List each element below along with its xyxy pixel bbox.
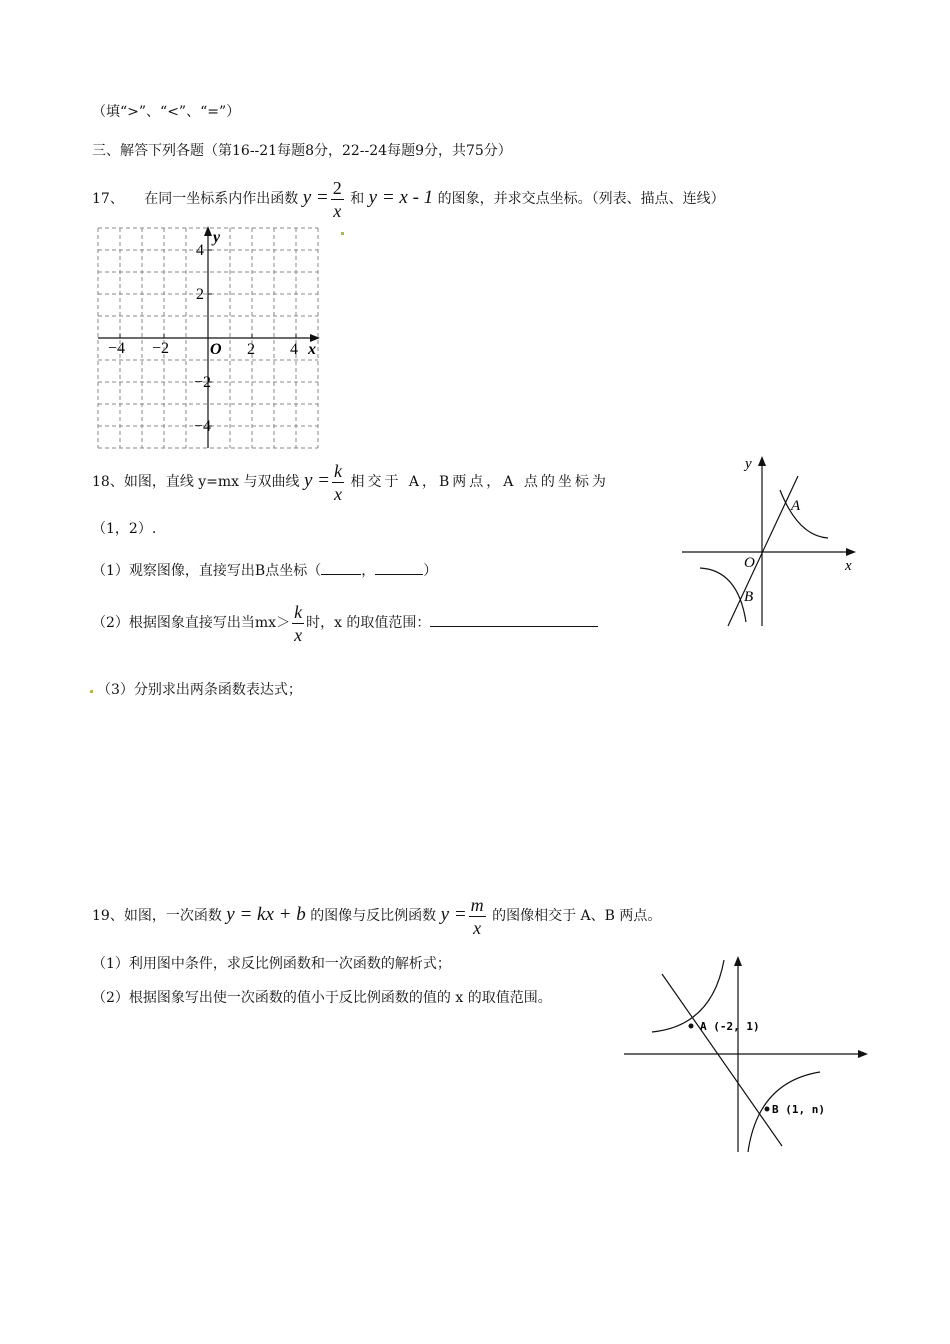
x-axis-arrow <box>858 1050 868 1058</box>
q18-f-lhs: y = <box>303 470 330 491</box>
point-a-label: A <box>791 498 801 514</box>
y-tick-4: 4 <box>196 242 204 259</box>
q18-statement <box>92 458 609 504</box>
q18-part1-pre: （1）观察图像，直接写出B点坐标（ <box>92 563 322 579</box>
point-a <box>689 1024 694 1029</box>
x-tick-2: 2 <box>247 341 255 358</box>
q18-fraction <box>332 460 344 505</box>
q18-part2-post: 时，x 的取值范围： <box>306 615 431 631</box>
q19-text-mid: 的图像与反比例函数 <box>310 908 437 924</box>
q18-denominator: x <box>334 483 342 504</box>
q18-part2-pre: （2）根据图象直接写出当mx＞ <box>92 615 291 631</box>
q19-numerator: m <box>470 894 484 915</box>
q18-part1-post: ） <box>423 563 438 579</box>
y-axis-arrow <box>758 456 766 466</box>
q19-part2: （2）根据图象写出使一次函数的值小于反比例函数的值的 x 的取值范围。 <box>92 990 552 1006</box>
fill-instruction: （填“>”、“<”、“=”） <box>92 104 241 120</box>
q18-part2-numerator: k <box>294 601 303 622</box>
q19-part1: （1）利用图中条件，求反比例函数和一次函数的解析式； <box>92 956 451 972</box>
q18-answer-range[interactable] <box>430 626 598 627</box>
q19-figure <box>622 954 872 1154</box>
q18-part1-sep: ， <box>361 563 376 579</box>
q19-text-post: 的图像相交于 A、B 两点。 <box>492 908 662 924</box>
q18-answer-bx[interactable] <box>321 574 361 575</box>
y-tick-2: 2 <box>196 286 204 303</box>
q18-part1 <box>92 561 437 581</box>
q18-text-post: 相交于 A，B两点，A 点的坐标为 <box>350 474 609 490</box>
y-axis-arrow <box>734 956 742 966</box>
point-b-label: B <box>744 589 754 605</box>
q17-text-mid: 和 <box>350 191 365 207</box>
x-axis-arrow <box>846 548 856 556</box>
q18-part2-fraction <box>292 601 304 646</box>
q17-f2: y = x - 1 <box>368 187 434 208</box>
x-axis-label: x <box>845 558 852 574</box>
q17-number: 17、 <box>92 191 124 207</box>
q17-statement <box>92 176 725 220</box>
q17-text-post: 的图象，并求交点坐标。（列表、描点、连线） <box>437 191 725 207</box>
point-b <box>765 1107 770 1112</box>
q19-statement <box>92 892 661 938</box>
line-y-mx <box>728 476 798 626</box>
y-tick-neg4: −4 <box>194 418 212 435</box>
q17-f1-lhs: y = <box>302 187 329 208</box>
q18-numerator: k <box>334 460 342 481</box>
origin-label: O <box>210 341 222 358</box>
origin-label: O <box>744 555 755 571</box>
q17-f1-numerator: 2 <box>332 177 342 198</box>
q17-f1-denominator: x <box>333 200 342 221</box>
q19-denominator: x <box>473 917 482 938</box>
y-axis-label: y <box>213 229 221 246</box>
stray-mark <box>341 232 344 235</box>
x-tick-4: 4 <box>290 341 298 358</box>
hyperbola-branch-q1 <box>780 490 828 538</box>
q18-part2-denominator: x <box>294 624 303 645</box>
q18-part2 <box>92 600 598 646</box>
line-y-kx-b <box>662 974 782 1146</box>
y-tick-neg2: −2 <box>194 374 212 391</box>
q18-text-pre: 18、如图，直线 y=mx 与双曲线 <box>92 474 300 490</box>
q17-coordinate-grid <box>98 228 324 450</box>
section-heading: 三、解答下列各题（第16--21每题8分，22--24每题9分，共75分） <box>92 143 512 159</box>
q17-text-pre: 在同一坐标系内作出函数 <box>144 191 299 207</box>
stray-mark <box>90 690 93 693</box>
y-axis-arrow <box>204 226 212 236</box>
hyperbola-branch-q3 <box>700 568 746 622</box>
x-tick-neg4: −4 <box>108 340 126 357</box>
point-a-label: A (-2, 1) <box>700 1020 760 1033</box>
q19-fraction <box>469 894 486 939</box>
x-axis-label: x <box>308 341 316 358</box>
q17-f1-fraction <box>331 177 344 222</box>
x-tick-neg2: −2 <box>152 340 170 357</box>
q19-text-pre: 19、如图，一次函数 <box>92 908 222 924</box>
q19-f1: y = kx + b <box>226 904 306 925</box>
q19-f2-lhs: y = <box>440 904 467 925</box>
point-b-label: B (1, n) <box>772 1103 825 1116</box>
q18-figure <box>680 454 860 630</box>
y-axis-label: y <box>745 456 752 472</box>
q18-part3: （3）分别求出两条函数表达式； <box>97 682 302 698</box>
q18-coordinate: （1，2）. <box>92 521 157 537</box>
q18-answer-by[interactable] <box>375 574 423 575</box>
